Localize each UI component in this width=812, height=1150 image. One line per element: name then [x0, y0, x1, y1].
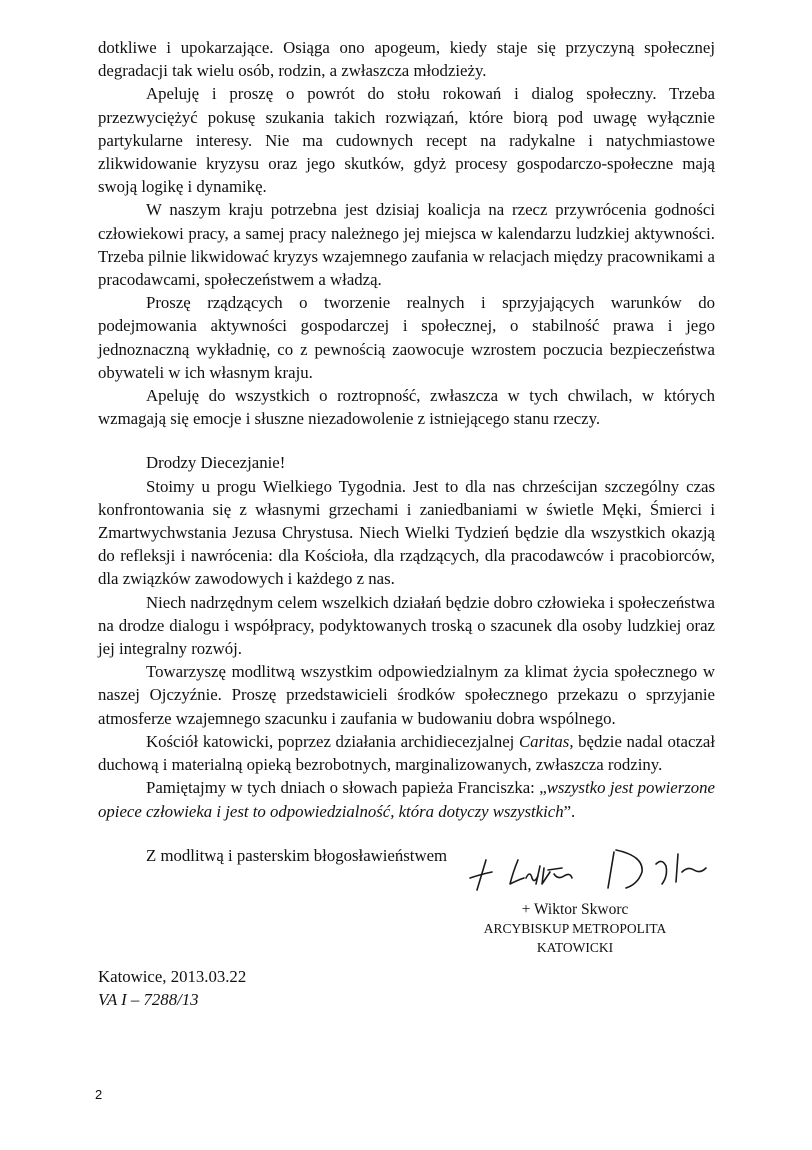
letter-body — [98, 36, 715, 867]
caritas-text-before: Kościół katowicki, poprzez działania archidiecezjalnej — [146, 731, 519, 751]
paragraph-7: Niech nadrzędnym celem wszelkich działań będzie dobro człowieka i społeczeństwa na drodze dialogu i współpracy, podyktowanych troską o szacunek dla osoby ludzkiej oraz jej integralny rozwój. — [98, 592, 715, 659]
caritas-text-after: będzie nadal otaczał duchową i materialną opieką bezrobotnych, marginalizowanych, zwłaszcza rodziny. — [98, 731, 715, 775]
paragraph-1: dotkliwe i upokarzające. Osiąga ono apogeum, kiedy staje się przyczyną społecznej degradacji tak wielu osób, rodzin, a zwłaszcza młodzieży. — [98, 38, 715, 81]
paragraph-5: Apeluję do wszystkich o roztropność, zwłaszcza w tych chwilach, w których wzmagają się emocje i słuszne niezadowolenie z istniejącego stanu rzeczy. — [98, 386, 715, 429]
paragraph-8: Towarzyszę modlitwą wszystkim odpowiedzialnym za klimat życia społecznego w naszej Ojczyźnie. Proszę przedstawicieli środków społecznego przekazu o sprzyjanie atmosferze wzajemnego szacunku i zaufania w budowaniu dobra wspólnego. — [98, 662, 715, 728]
paragraph-6: Stoimy u progu Wielkiego Tygodnia. Jest to dla nas chrześcijan szczególny czas konfrontowania się z własnymi grzechami i zaniedbaniami w świetle Męki, Śmierci i Zmartwychwstania Jezusa Chrystusa. Niech Wielki Tydzień będzie dla wszystkich okazją do refleksji i nawrócenia: dla Kościoła, dla rządzących, dla pracodawców i pracobiorców, dla związków zawodowych i każdego z nas. — [98, 476, 715, 589]
signature-block — [440, 900, 710, 957]
place-and-date: Katowice, 2013.03.22 — [98, 967, 247, 986]
handwritten-signature — [466, 838, 716, 898]
signatory-name: + Wiktor Skworc — [521, 901, 629, 918]
quote-text-after: ”. — [563, 801, 576, 821]
quote-italic: wszystko jest powierzone opiece człowieka i jest to odpowiedzialność, która dotyczy wszystkich — [98, 778, 715, 821]
reference-number: VA I – 7288/13 — [98, 990, 199, 1009]
paragraph-3: W naszym kraju potrzebna jest dzisiaj koalicja na rzecz przywrócenia godności człowiekowi pracy, a samej pracy należnego jej miejsca w kalendarzu ludzkiej aktywności. Trzeba pilnie likwidować kryzys wzajemnego zaufania w relacjach między pracownikami a pracodawcami, społeczeństwem a władzą. — [98, 200, 715, 290]
paragraph-4: Proszę rządzących o tworzenie realnych i sprzyjających warunków do podejmowania aktywności gospodarczej i społecznej, o stabilność prawa i jego jednoznaczną wykładnię, co z pewnością zaowocuje wzrostem poczucia bezpieczeństwa obywateli w ich własnym kraju. — [98, 293, 715, 382]
paragraph-2: Apeluję i proszę o powrót do stołu rokowań i dialog społeczny. Trzeba przezwyciężyć pokusę szukania takich rozwiązań, które biorą pod uwagę wyłącznie partykularne interesy. Nie ma cudownych recept na radykalne i natychmiastowe zlikwidowanie kryzysu oraz jego skutków, gdyż procesy gospodarczo-społeczne mają swoją logikę i dynamikę. — [98, 84, 715, 197]
section-gap — [98, 430, 715, 451]
signatory-title-line1: ARCYBISKUP METROPOLITA — [483, 921, 667, 936]
paragraph-caritas — [98, 730, 715, 776]
page-number: 2 — [95, 1087, 103, 1102]
closing-line: Z modlitwą i pasterskim błogosławieństwem — [146, 845, 448, 865]
signatory-title-line2: KATOWICKI — [536, 940, 614, 955]
caritas-italic: Caritas, — [518, 731, 574, 751]
greeting: Drodzy Diecezjanie! — [146, 453, 286, 473]
quote-text-before: Pamiętajmy w tych dniach o słowach papieża Franciszka: „ — [146, 778, 547, 798]
paragraph-quote — [98, 776, 715, 822]
